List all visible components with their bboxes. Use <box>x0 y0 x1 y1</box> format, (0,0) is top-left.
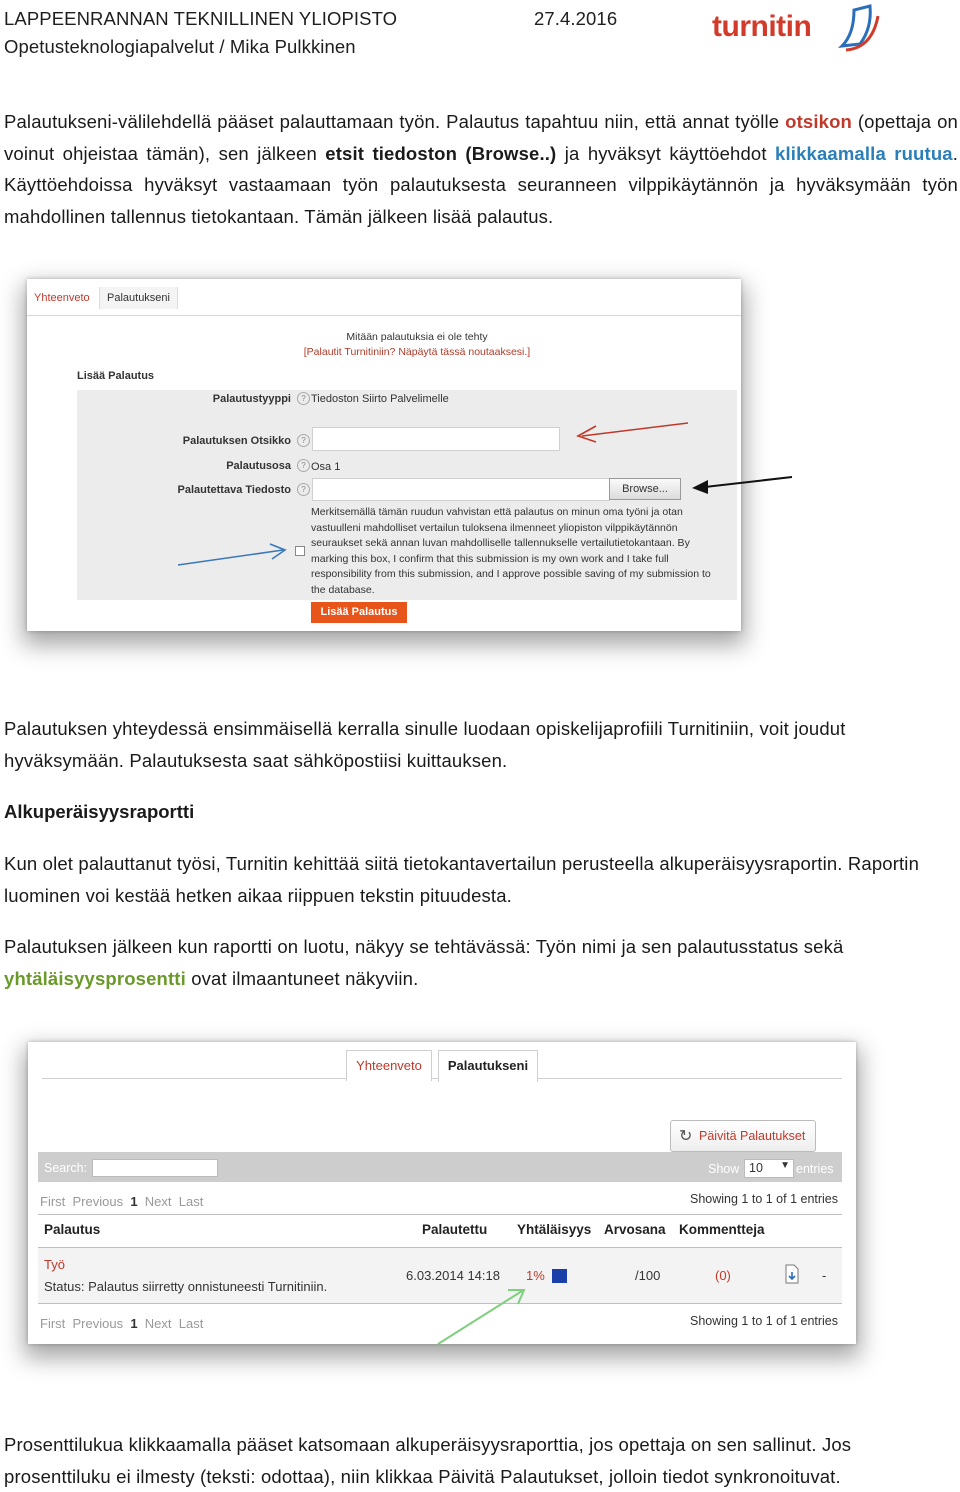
intro-text-3: ja hyväksyt käyttöehdot <box>556 142 776 164</box>
label-title: Palautuksen Otsikko <box>182 435 291 447</box>
profile-paragraph: Palautuksen yhteydessä ensimmäisellä kerralla sinulle luodaan opiskelijaprofiili Turnitiniin, voit joudut hyväksymään. Palautuksesta saat sähköpostiisi kuittauksen. <box>4 718 846 771</box>
pager-previous[interactable]: Previous <box>72 1194 124 1209</box>
tab-summary[interactable]: Yhteenveto <box>346 1050 432 1081</box>
pager-previous[interactable]: Previous <box>72 1316 124 1331</box>
submission-type-value: Tiedoston Siirto Palvelimelle <box>311 393 449 405</box>
pager-page[interactable]: 1 <box>130 1316 138 1331</box>
label-part: Palautusosa <box>226 460 291 472</box>
show-label: Show <box>708 1162 740 1176</box>
intro-highlight-checkbox: klikkaamalla ruutua <box>775 142 953 164</box>
terms-line: the database. <box>311 583 375 596</box>
terms-line: Merkitsemällä tämän ruudun vahvistan että palautus on minun oma työni ja otan <box>311 506 683 518</box>
green-arrow <box>0 1270 960 1370</box>
empty-message: Mitään palautuksia ei ole tehty <box>346 331 488 343</box>
row-action-dash: - <box>822 1268 827 1283</box>
entries-select-value: 10 <box>749 1161 763 1175</box>
col-comments[interactable]: Kommentteja <box>679 1222 765 1237</box>
submission-title-link[interactable]: Työ <box>44 1257 65 1272</box>
add-submission-button[interactable]: Lisää Palautus <box>311 602 407 623</box>
pager-last[interactable]: Last <box>178 1316 204 1331</box>
black-arrow <box>692 477 792 494</box>
browse-button[interactable]: Browse... <box>609 478 681 500</box>
submission-status-text: Status: Palautus siirretty onnistuneesti Turnitiniin. <box>44 1279 328 1294</box>
col-similarity[interactable]: Yhtäläisyys <box>517 1222 592 1237</box>
blue-arrow <box>178 544 285 565</box>
pager-top <box>40 1194 203 1209</box>
section-title: Lisää Palautus <box>77 370 155 382</box>
status-text-2: ovat ilmaantuneet näkyviin. <box>185 967 419 989</box>
help-icon[interactable]: ? <box>297 459 310 472</box>
comments-count[interactable]: (0) <box>715 1268 731 1283</box>
intro-highlight-browse: etsit tiedoston (Browse..) <box>325 142 557 164</box>
intro-text-4: . Käyttöehdoissa hyväksyt vastaamaan työn palautuksesta seuranneen vilppikäytännön ja hyväksymään työn mahdollinen tallennus tietokantaan. Tämän jälkeen lisää palautus. <box>4 142 959 227</box>
refresh-icon: ↻ <box>679 1128 693 1145</box>
intro-text-1: Palautukseni-välilehdellä pääset palauttamaan työn. Palautus tapahtuu niin, että annat työlle <box>4 111 786 132</box>
help-icon[interactable]: ? <box>297 392 310 405</box>
refresh-label: Päivitä Palautukset <box>699 1129 806 1143</box>
help-icon[interactable]: ? <box>297 434 310 447</box>
status-text-1: Palautuksen jälkeen kun raportti on luotu, näkyy se tehtävässä: Työn nimi ja sen palautusstatus sekä <box>4 936 844 957</box>
terms-line: seuraukset sekä annan luvan mahdolliselle tallennukselle vertailutietokantaan. By <box>311 537 690 550</box>
turnitin-logo-text: turnitin <box>712 10 812 43</box>
pager-last[interactable]: Last <box>178 1194 204 1209</box>
search-label: Search: <box>44 1161 88 1175</box>
retrieve-link[interactable]: [Palautit Turnitiniin? Näpäytä tässä noutaaksesi.] <box>303 346 531 358</box>
annotation-arrows <box>0 0 960 700</box>
entries-label: entries <box>796 1162 834 1176</box>
pager-next[interactable]: Next <box>144 1316 172 1331</box>
department-line: Opetusteknologiapalvelut / Mika Pulkkinen <box>4 36 356 57</box>
search-input[interactable] <box>92 1159 218 1177</box>
part-value: Osa 1 <box>311 461 341 473</box>
submitted-date: 6.03.2014 14:18 <box>406 1268 500 1283</box>
col-submission[interactable]: Palautus <box>44 1222 101 1237</box>
showing-info: Showing 1 to 1 of 1 entries <box>690 1192 839 1206</box>
document-date: 27.4.2016 <box>534 8 618 29</box>
pager-page[interactable]: 1 <box>130 1194 138 1209</box>
refresh-button[interactable] <box>670 1120 816 1152</box>
status-paragraph <box>4 931 958 994</box>
label-file: Palautettava Tiedosto <box>177 484 291 496</box>
report-paragraph: Kun olet palauttanut työsi, Turnitin kehittää siitä tietokantavertailun perusteella alkuperäisyysraportin. Raportin luominen voi kestää hetken aikaa riippuen tekstin pituudesta. <box>4 853 920 906</box>
red-arrow <box>578 423 688 442</box>
terms-line: marking this box, I confirm that this submission is my own work and I take full <box>311 552 669 565</box>
table-top-border <box>38 1214 842 1215</box>
grade-value[interactable]: /100 <box>635 1268 661 1283</box>
closing-paragraph: Prosenttilukua klikkaamalla pääset katsomaan alkuperäisyysraporttia, jos opettaja on sen sallinut. Jos prosenttiluku ei ilmesty (teksti: odottaa), niin klikkaa Päivitä Palautukset, jolloin tiedot synkronoituvat. <box>4 1434 852 1487</box>
col-grade[interactable]: Arvosana <box>604 1222 666 1237</box>
help-icon[interactable]: ? <box>297 483 310 496</box>
entries-select[interactable] <box>744 1159 794 1178</box>
terms-line: vastuulleni mahdolliset vertailun tuloksena ilmenneet yliopiston vilppikäytännön <box>311 521 678 534</box>
col-submitted[interactable]: Palautettu <box>422 1222 488 1237</box>
institution-name: LAPPEENRANNAN TEKNILLINEN YLIOPISTO <box>4 8 398 29</box>
showing-info-bottom: Showing 1 to 1 of 1 entries <box>690 1314 839 1328</box>
tab-my-submissions[interactable]: Palautukseni <box>99 287 178 309</box>
label-submission-type: Palautustyyppi <box>212 393 291 405</box>
terms-line: responsibility from this submission, and I approve possible saving of my submission to <box>311 568 711 581</box>
tab-summary[interactable]: Yhteenveto <box>34 292 90 304</box>
similarity-percent[interactable]: 1% <box>526 1268 545 1283</box>
intro-text-2: (opettaja on voinut ohjeistaa tämän), sen jälkeen <box>4 111 958 164</box>
section-heading: Alkuperäisyysraportti <box>4 801 195 822</box>
similarity-highlight: yhtäläisyysprosentti <box>4 967 186 989</box>
chevron-down-icon: ▼ <box>780 1160 790 1171</box>
pager-first[interactable]: First <box>40 1316 66 1331</box>
pager-first[interactable]: First <box>40 1194 66 1209</box>
tab-my-submissions[interactable]: Palautukseni <box>438 1050 538 1082</box>
pager-next[interactable]: Next <box>144 1194 172 1209</box>
intro-highlight-title: otsikon <box>785 111 852 132</box>
